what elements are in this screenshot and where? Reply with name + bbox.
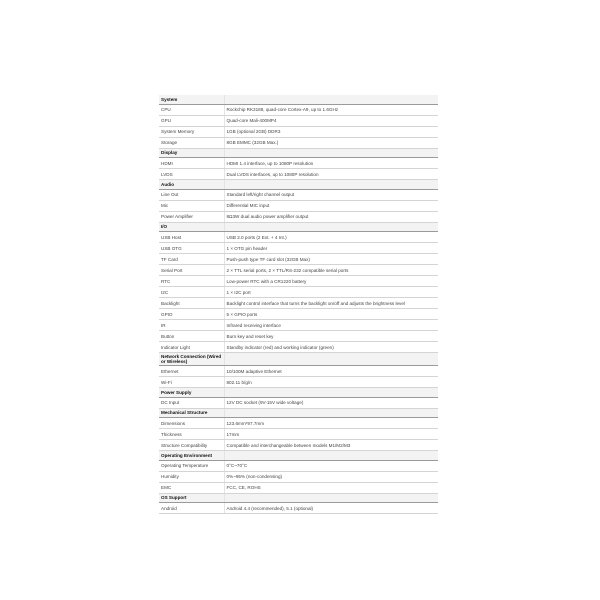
spec-value: Burn key and reset key — [224, 331, 438, 342]
section-header — [159, 388, 438, 398]
spec-label: Backlight — [159, 298, 224, 309]
spec-label: Operating Temperature — [159, 460, 224, 471]
spec-row — [159, 137, 438, 148]
spec-row — [159, 158, 438, 169]
spec-label: IR — [159, 320, 224, 331]
section-header — [159, 222, 438, 232]
spec-value: USB 2.0 ports (2 Ext. + 4 Int.) — [224, 232, 438, 243]
section-header-spacer — [224, 493, 438, 503]
spec-row — [159, 126, 438, 137]
spec-row — [159, 115, 438, 126]
spec-value: 12V DC socket (9V-15V wide voltage) — [224, 397, 438, 408]
spec-value: 1 × I2C port — [224, 287, 438, 298]
spec-value: 0°C~70°C — [224, 460, 438, 471]
section-header — [159, 180, 438, 190]
spec-value: 2 × TTL serial ports, 2 × TTL/RS-232 compatible serial ports — [224, 265, 438, 276]
spec-label: Line Out — [159, 189, 224, 200]
section-title: System — [159, 95, 224, 104]
section-title: Mechanical Structure — [159, 408, 224, 418]
spec-row — [159, 331, 438, 342]
spec-row — [159, 298, 438, 309]
spec-row — [159, 309, 438, 320]
spec-value: Low-power RTC with a CR1220 battery — [224, 276, 438, 287]
section-header — [159, 95, 438, 104]
spec-value: 123.6mm*97.7mm — [224, 418, 438, 429]
spec-row — [159, 265, 438, 276]
spec-label: System Memory — [159, 126, 224, 137]
spec-label: Mic — [159, 200, 224, 211]
spec-value: Rockchip RK3188, quad-core Cortex-A9, up to 1.6GHz — [224, 104, 438, 115]
section-header-spacer — [224, 451, 438, 461]
spec-label: Wi-Fi — [159, 377, 224, 388]
spec-label: GPIO — [159, 309, 224, 320]
spec-value: FCC, CE, ROHS — [224, 482, 438, 493]
spec-row — [159, 460, 438, 471]
section-header — [159, 353, 438, 366]
spec-label: USB OTG — [159, 243, 224, 254]
spec-value: 1 × OTG pin header — [224, 243, 438, 254]
spec-value: 17mm — [224, 429, 438, 440]
spec-value: 1GB (optional 2GB) DDR3 — [224, 126, 438, 137]
spec-value: Android 4.4 (recommended), 5.1 (optional) — [224, 503, 438, 514]
spec-label: Serial Port — [159, 265, 224, 276]
spec-label: EMC — [159, 482, 224, 493]
section-header-spacer — [224, 148, 438, 158]
spec-row — [159, 169, 438, 180]
spec-label: Thickness — [159, 429, 224, 440]
spec-row — [159, 254, 438, 265]
spec-row — [159, 366, 438, 377]
spec-label: GPU — [159, 115, 224, 126]
spec-value: 0%~95% (non-condensing) — [224, 471, 438, 482]
spec-label: TF Card — [159, 254, 224, 265]
section-title: OS Support — [159, 493, 224, 503]
section-header-spacer — [224, 95, 438, 104]
spec-label: Power Amplifier — [159, 211, 224, 222]
spec-label: I2C — [159, 287, 224, 298]
spec-row — [159, 418, 438, 429]
spec-value: Standard left/right channel output — [224, 189, 438, 200]
spec-row — [159, 232, 438, 243]
spec-row — [159, 471, 438, 482]
spec-value: Infrared receiving interface — [224, 320, 438, 331]
spec-value: Compatible and interchangeable between models M1/M2/M3 — [224, 440, 438, 451]
spec-row — [159, 342, 438, 353]
spec-label: Humidity — [159, 471, 224, 482]
spec-label: Indicator Light — [159, 342, 224, 353]
section-title: Audio — [159, 180, 224, 190]
spec-label: USB Host — [159, 232, 224, 243]
section-header — [159, 408, 438, 418]
spec-row — [159, 397, 438, 408]
section-header-spacer — [224, 388, 438, 398]
spec-label: Dimensions — [159, 418, 224, 429]
spec-row — [159, 276, 438, 287]
spec-value: HDMI 1.4 interface, up to 1080P resolution — [224, 158, 438, 169]
spec-row — [159, 211, 438, 222]
spec-row — [159, 243, 438, 254]
spec-label: LVDS — [159, 169, 224, 180]
spec-row — [159, 104, 438, 115]
spec-label: HDMI — [159, 158, 224, 169]
spec-label: Ethernet — [159, 366, 224, 377]
spec-value: Quad-core Mali-400MP4 — [224, 115, 438, 126]
spec-value: 8Ω3W dual audio power amplifier output — [224, 211, 438, 222]
spec-value: 802.11 b/g/n — [224, 377, 438, 388]
spec-label: CPU — [159, 104, 224, 115]
spec-label: Storage — [159, 137, 224, 148]
spec-label: Android — [159, 503, 224, 514]
spec-value: Push-push type TF card slot (32GB Max) — [224, 254, 438, 265]
spec-value: 10/100M adaptive Ethernet — [224, 366, 438, 377]
spec-row — [159, 482, 438, 493]
spec-row — [159, 377, 438, 388]
spec-row — [159, 320, 438, 331]
section-header-spacer — [224, 180, 438, 190]
spec-value: Dual LVDS interfaces, up to 1080P resolution — [224, 169, 438, 180]
section-header — [159, 148, 438, 158]
spec-value: Differential MIC input — [224, 200, 438, 211]
section-title: Power Supply — [159, 388, 224, 398]
spec-row — [159, 287, 438, 298]
section-header-spacer — [224, 222, 438, 232]
section-header — [159, 493, 438, 503]
section-header-spacer — [224, 408, 438, 418]
section-header — [159, 451, 438, 461]
section-title: I/O — [159, 222, 224, 232]
section-title: Display — [159, 148, 224, 158]
section-title: Network Connection (Wired or Wireless) — [159, 353, 224, 366]
spec-table-body — [159, 95, 438, 514]
spec-value: 8GB EMMC (32GB Max.) — [224, 137, 438, 148]
spec-label: Structure Compatibility — [159, 440, 224, 451]
section-header-spacer — [224, 353, 438, 366]
spec-label: DC Input — [159, 397, 224, 408]
spec-row — [159, 503, 438, 514]
spec-value: Standby indicator (red) and working indicator (green) — [224, 342, 438, 353]
spec-value: 5 × GPIO ports — [224, 309, 438, 320]
spec-label: Button — [159, 331, 224, 342]
spec-value: Backlight control interface that turns the backlight on/off and adjusts the brightness level — [224, 298, 438, 309]
spec-row — [159, 429, 438, 440]
spec-label: RTC — [159, 276, 224, 287]
spec-row — [159, 200, 438, 211]
spec-table — [159, 95, 438, 514]
spec-row — [159, 189, 438, 200]
section-title: Operating Environment — [159, 451, 224, 461]
spec-row — [159, 440, 438, 451]
